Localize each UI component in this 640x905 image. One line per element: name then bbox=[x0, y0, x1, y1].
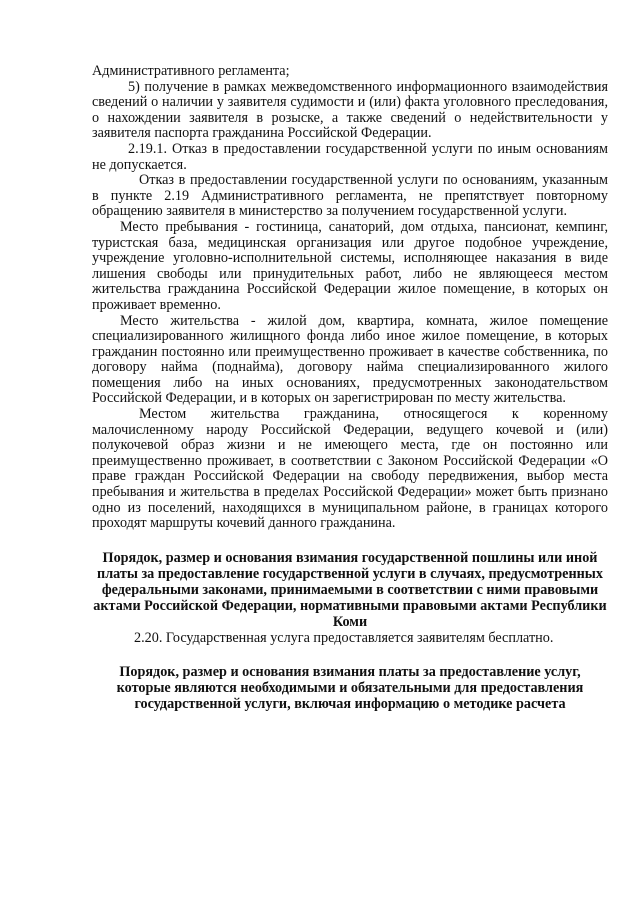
section-heading-state-fee: Порядок, размер и основания взимания государственной пошлины или иной платы за предоставление государственной услуги в случаях, предусмотренных федеральными законами, принимаемыми в соответствии с ними правовыми актами Российской Федерации, нормативными правовыми актами Республики Коми bbox=[93, 549, 607, 630]
paragraph-2-19-1: 2.19.1. Отказ в предоставлении государственной услуги по иным основаниям не допускается. bbox=[92, 140, 608, 173]
paragraph-refusal: Отказ в предоставлении государственной услуги по основаниям, указанным в пункте 2.19 Административного регламента, не препятствует повторному обращению заявителя в министерство за получением государственной услуги. bbox=[92, 172, 608, 220]
section-heading-payment-services: Порядок, размер и основания взимания платы за предоставление услуг, которые являются необходимыми и обязательными для предоставления государственной услуги, включая информацию о методике расчета bbox=[116, 663, 584, 712]
paragraph-nomadic-residence: Местом жительства гражданина, относящегося к коренному малочисленному народу Российской Федерации, ведущего кочевой и (или) полукочевой образ жизни и не имеющего места, где он постоянно или преимущественно проживает, в соответствии с Законом Российской Федерации «О праве граждан Российской Федерации на свободу передвижения, выбор места пребывания и жительства в пределах Российской Федерации» может быть признано одно из поселений, находящихся в муниципальном районе, в границах которого проходят маршруты кочевий данного гражданина. bbox=[92, 406, 608, 532]
paragraph-place-of-stay: Место пребывания - гостиница, санаторий, дом отдыха, пансионат, кемпинг, туристская база, медицинская организация или другое подобное учреждение, учреждение уголовно-исполнительной системы, исполняющее наказания в виде лишения свободы или принудительных работ, либо не являющееся местом жительства гражданина Российской Федерации жилое помещение, в которых он проживает временно. bbox=[92, 218, 608, 313]
paragraph-place-of-residence: Место жительства - жилой дом, квартира, комната, жилое помещение специализированного жилищного фонда либо иное жилое помещение, в которых гражданин постоянно или преимущественно проживает в качестве собственника, по договору найма (поднайма), договору найма специализированного жилого помещения либо на иных основаниях, предусмотренных законодательством Российской Федерации, и в которых он зарегистрирован по месту жительства. bbox=[92, 312, 608, 407]
spacer bbox=[92, 532, 608, 550]
paragraph-regulation-end: Административного регламента; bbox=[92, 63, 290, 79]
paragraph-2-20: 2.20. Государственная услуга предоставляется заявителям бесплатно. bbox=[134, 629, 554, 646]
paragraph-item-5: 5) получение в рамках межведомственного информационного взаимодействия сведений о наличии у заявителя судимости и (или) факта уголовного преследования, о нахождении заявителя в розыске, а также сведений о недействительности у заявителя паспорта гражданина Российской Федерации. bbox=[92, 78, 608, 142]
spacer bbox=[92, 646, 608, 664]
